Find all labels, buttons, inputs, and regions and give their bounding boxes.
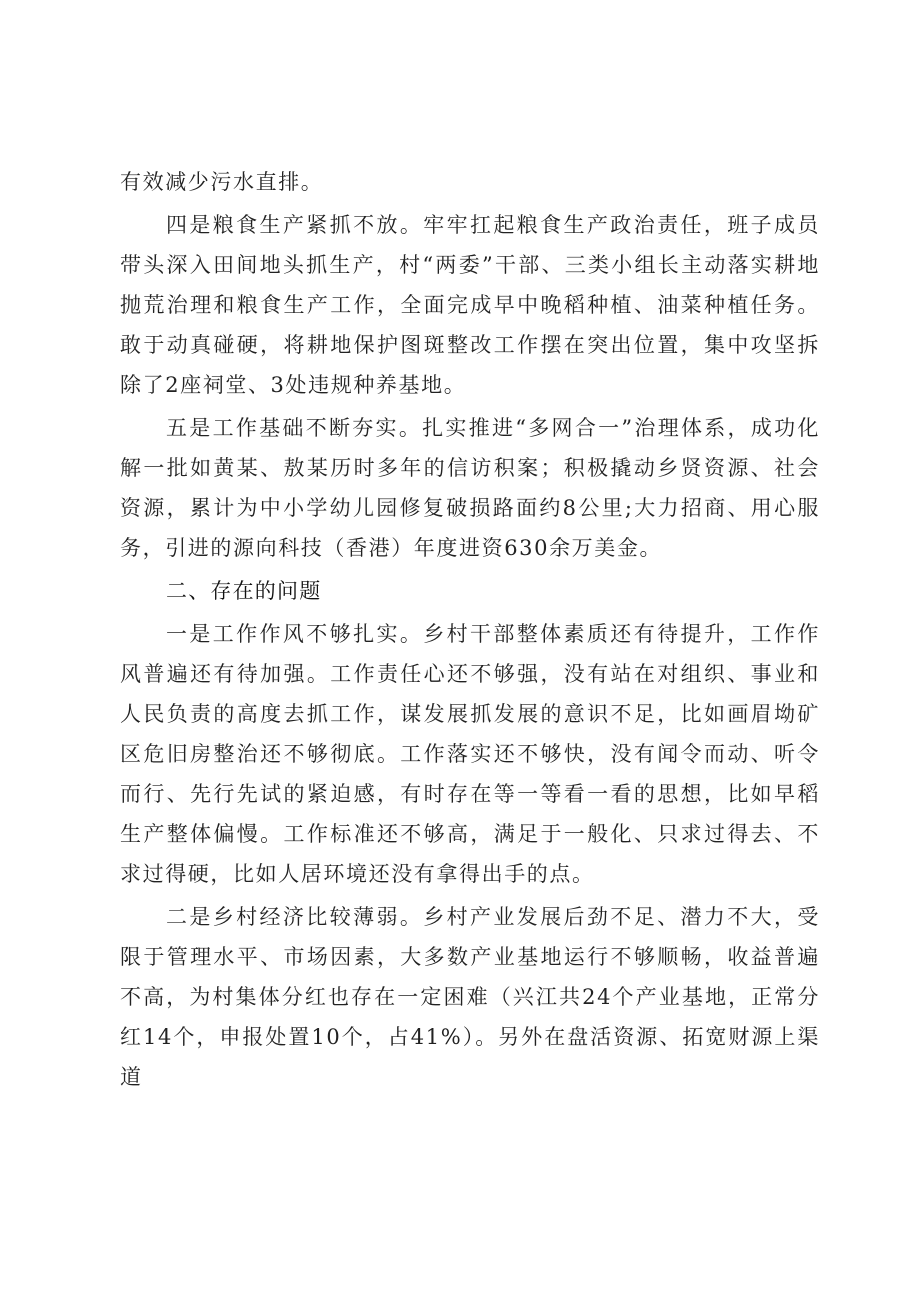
paragraph-continuation: 有效减少污水直排。 (120, 170, 324, 194)
section-heading-problems: 二、存在的问题 (166, 579, 322, 603)
paragraph-work-style: 一是工作作风不够扎实。乡村干部整体素质还有待提升，工作作风普遍还有待加强。工作责任心还不够强，没有站在对组织、事业和人民负责的高度去抓工作，谋发展抓发展的意识不足，比如画眉坳矿区危旧房整治还不够彻底。工作落实还不够快，没有闻令而动、听令而行、先行先试的紧迫感，有时存在等一等看一看的思想，比如早稻生产整体偏慢。工作标准还不够高，满足于一般化、只求过得去、不求过得硬，比如人居环境还没有拿得出手的点。 (120, 622, 820, 886)
paragraph-grain-production: 四是粮食生产紧抓不放。牢牢扛起粮食生产政治责任，班子成员带头深入田间地头抓生产，村“两委”干部、三类小组长主动落实耕地抛荒治理和粮食生产工作，全面完成早中晚稻种植、油菜种植任务。敢于动真碰硬，将耕地保护图斑整改工作摆在突出位置，集中攻坚拆除了2座祠堂、3处违规种养基地。 (120, 213, 820, 397)
paragraph-rural-economy: 二是乡村经济比较薄弱。乡村产业发展后劲不足、潜力不大，受限于管理水平、市场因素，大多数产业基地运行不够顺畅，收益普遍不高，为村集体分红也存在一定困难（兴江共24个产业基地，正常分红14个，申报处置10个，占41%）。另外在盘活资源、拓宽财源上渠道 (120, 905, 820, 1089)
document-body (120, 162, 820, 1100)
paragraph-work-foundation: 五是工作基础不断夯实。扎实推进“多网合一”治理体系，成功化解一批如黄某、敖某历时多年的信访积案；积极撬动乡贤资源、社会资源，累计为中小学幼儿园修复破损路面约8公里;大力招商、用心服务，引进的源向科技（香港）年度进资630余万美金。 (120, 416, 820, 560)
